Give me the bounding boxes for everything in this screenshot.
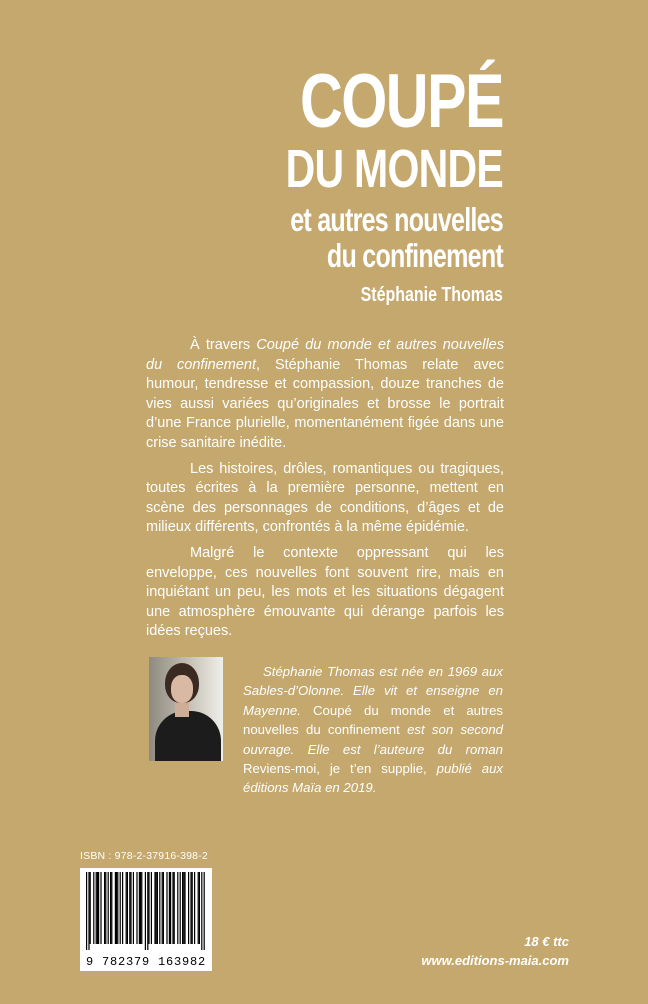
barcode-bar	[180, 872, 181, 944]
barcode-bar	[97, 872, 98, 944]
barcode-bar	[159, 872, 160, 944]
barcode-bar	[111, 872, 112, 944]
barcode-bar	[174, 872, 175, 944]
barcode-bar	[110, 872, 111, 944]
barcode-bars	[84, 872, 208, 950]
publisher-website[interactable]: www.editions-maia.com	[421, 953, 569, 968]
barcode-bar	[188, 872, 189, 944]
barcode-bar	[148, 872, 149, 944]
barcode-bar	[136, 872, 137, 944]
barcode-bar	[156, 872, 157, 944]
author-bio	[243, 662, 503, 798]
blurb-p1-start: À travers	[190, 337, 257, 353]
barcode-bar	[177, 872, 178, 944]
barcode-bar	[96, 872, 97, 944]
barcode-bar	[98, 872, 99, 944]
barcode-bar	[108, 872, 109, 944]
barcode-bar	[169, 872, 170, 944]
barcode-bar	[93, 872, 94, 944]
barcode-bar	[166, 872, 167, 944]
barcode-bar	[127, 872, 128, 944]
bio-part-d: Reviens-moi, je t’en supplie,	[243, 761, 437, 777]
barcode-bar	[184, 872, 185, 944]
price: 18 € ttc	[524, 934, 569, 949]
barcode-bar	[120, 872, 121, 944]
barcode-bar	[192, 872, 193, 944]
barcode-bar	[139, 872, 140, 944]
bio-part-b: Coupé du monde et autres nouvelles du confinement	[243, 702, 503, 738]
bio-part-c: est son second ouvrage. Elle est l’auteure du roman	[243, 722, 503, 757]
blurb-p1-rest: , Stéphanie Thomas relate avec humour, tendresse et compassion, douze tranches de vies aussi variées qu’originales et brosse le portrait d’une France plurielle, momentanément figée dans une crise sanitaire inédite.	[146, 356, 504, 451]
barcode-bar	[183, 872, 184, 944]
barcode-bar	[88, 872, 89, 950]
barcode-bar	[147, 872, 148, 950]
barcode-bar	[162, 872, 163, 944]
barcode-bar	[86, 872, 87, 950]
barcode-bar	[190, 872, 191, 944]
barcode-bar	[170, 872, 171, 944]
barcode-bar	[122, 872, 123, 944]
blurb-p1-book-title: Coupé du monde et autres nouvelles du confinement	[146, 337, 505, 373]
barcode-bar	[130, 872, 131, 944]
barcode-bar	[201, 872, 202, 950]
title-line-1: COUPÉ	[299, 59, 503, 144]
author-bio-paragraph	[243, 662, 503, 798]
title-line-4: du confinement	[326, 237, 503, 274]
barcode-bar	[129, 872, 130, 944]
author-photo	[149, 657, 223, 761]
blurb-paragraph-3: Malgré le contexte oppressant qui les enveloppe, ces nouvelles font souvent rire, mais en inquiétant un peu, les mots et les situations dégagent une atmosphère émouvante qui dérange parfois les idées reçues.	[146, 544, 504, 640]
book-title	[103, 59, 503, 274]
barcode-bar	[198, 872, 199, 944]
barcode-bar	[126, 872, 127, 944]
isbn-label: ISBN : 978-2-37916-398-2	[80, 850, 208, 862]
barcode-bar	[105, 872, 106, 944]
blurb-text	[146, 336, 504, 648]
blurb-paragraph-2: Les histoires, drôles, romantiques ou tragiques, toutes écrites à la première personne, mettent en scène des personnages de conditions, d’âges et de milieux différents, confrontés à la même épidémie.	[146, 460, 504, 536]
barcode-bar	[100, 872, 101, 944]
photo-body-shape	[155, 711, 221, 761]
barcode-bar	[90, 872, 91, 944]
barcode-bar	[141, 872, 142, 944]
barcode-bar	[194, 872, 195, 944]
author-name: Stéphanie Thomas	[360, 284, 503, 306]
barcode-bar	[151, 872, 152, 944]
barcode-bar	[157, 872, 158, 944]
barcode-bar	[145, 872, 146, 950]
barcode-bar	[115, 872, 116, 944]
barcode-bar	[116, 872, 117, 944]
bio-part-a: Stéphanie Thomas est née en 1969 aux Sables-d’Olonne. Elle vit et enseigne en Mayenne.	[243, 664, 503, 718]
barcode-bar	[104, 872, 105, 944]
title-line-2: DU MONDE	[285, 139, 503, 199]
photo-neck-shape	[175, 701, 189, 717]
blurb-paragraph-1	[146, 336, 504, 454]
barcode-number: 9 782379 163982	[85, 955, 207, 969]
barcode-bar	[117, 872, 118, 944]
barcode-bar	[204, 872, 205, 950]
barcode-bar	[199, 872, 200, 944]
title-line-3: et autres nouvelles	[290, 201, 503, 238]
barcode-bar	[140, 872, 141, 944]
barcode-bar	[163, 872, 164, 944]
barcode-bar	[182, 872, 183, 944]
photo-face-shape	[171, 675, 193, 703]
barcode-bar	[133, 872, 134, 944]
barcode-bar	[154, 872, 155, 944]
bio-part-e: publié aux éditions Maïa en 2019.	[243, 761, 504, 796]
barcode-bar	[172, 872, 173, 944]
barcode	[80, 868, 212, 971]
